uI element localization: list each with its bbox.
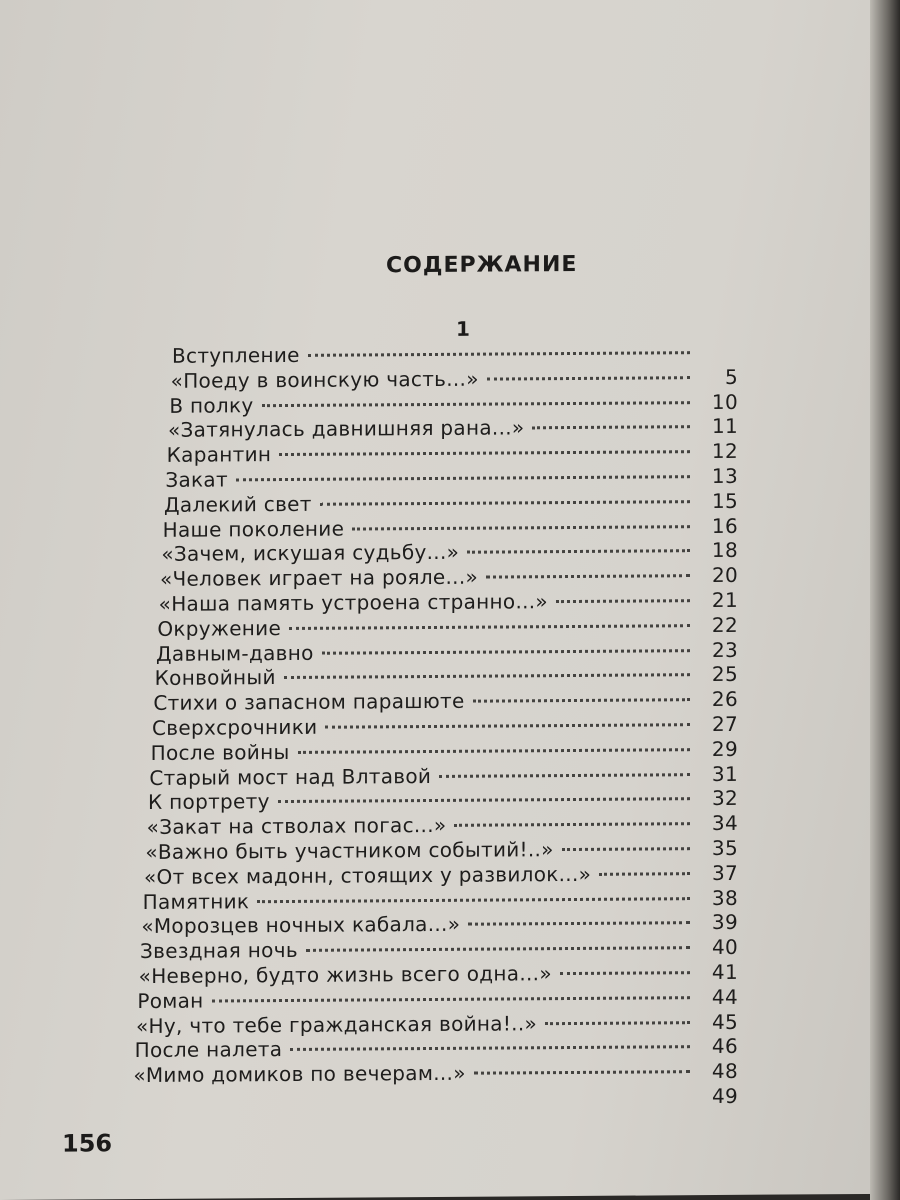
toc-entry-title: В полку [169, 392, 254, 418]
toc-entry-page: 44 [711, 984, 738, 1009]
dot-leader [599, 872, 690, 876]
toc-entry-page: 13 [711, 463, 738, 489]
dot-leader [278, 798, 690, 804]
dot-leader [352, 525, 690, 530]
toc-entry-title: «Закат на стволах погас...» [146, 813, 447, 840]
toc-entry-page: 48 [711, 1059, 738, 1084]
dot-leader [236, 475, 690, 481]
dot-leader [262, 401, 690, 407]
toc-entry-title: «От всех мадонн, стоящих у развилок...» [144, 861, 592, 889]
dot-leader [284, 674, 690, 680]
toc-entry-page: 41 [711, 959, 738, 985]
toc-entry-title: Звездная ночь [140, 938, 298, 964]
page-title: СОДЕРЖАНИЕ [386, 251, 578, 279]
toc-entry-page: 38 [711, 885, 738, 910]
dot-leader [279, 450, 690, 456]
toc-entry-title: «Человек играет на рояле...» [160, 564, 479, 592]
toc-entry-page: 11 [711, 414, 738, 439]
toc-entry-page: 39 [711, 910, 738, 935]
toc-entry-page: 10 [711, 389, 738, 414]
toc-entry-page: 22 [711, 612, 738, 637]
dot-leader [320, 500, 690, 506]
toc-entry-title: «Мимо домиков по вечерам...» [133, 1060, 466, 1088]
page-number: 156 [62, 1129, 113, 1158]
toc-entry-page: 32 [711, 786, 738, 811]
toc-entry-page: 25 [711, 662, 738, 687]
toc-entry-title: «Ну, что тебе гражданская война!..» [136, 1010, 538, 1038]
dot-leader [325, 723, 690, 729]
toc-entry-page: 21 [711, 587, 738, 613]
toc-entry-page: 23 [711, 637, 738, 662]
toc-entry-title: «Затянулась давнишняя рана...» [168, 415, 525, 443]
toc-entry-title: Давным-давно [156, 640, 314, 666]
dot-leader [545, 1021, 690, 1025]
toc-entry-title: «Неверно, будто жизнь всего одна...» [138, 961, 552, 989]
dot-leader [454, 822, 690, 827]
toc-entry-page: 46 [711, 1034, 738, 1059]
toc-entry-title: Памятник [142, 888, 250, 914]
dot-leader [486, 574, 690, 578]
toc-entry-page: 18 [711, 538, 738, 563]
toc-entry [132, 1084, 738, 1113]
dot-leader [532, 426, 690, 430]
toc-entry-page: 12 [711, 439, 738, 464]
dot-leader [298, 748, 690, 754]
toc-entry-title: Стихи о запасном парашюте [153, 688, 465, 716]
dot-leader [562, 847, 690, 851]
toc-entry-page: 29 [711, 736, 738, 761]
dot-leader [257, 897, 690, 903]
dot-leader [468, 922, 690, 927]
dot-leader [556, 599, 690, 603]
dot-leader [473, 698, 690, 703]
toc-entry-page: 27 [711, 711, 738, 737]
toc-entry-title: К портрету [148, 789, 270, 815]
toc-entry-title: Роман [137, 988, 204, 1013]
dot-leader [308, 351, 690, 357]
toc-entry-title: Наше поколение [162, 516, 345, 542]
toc-entry-page: 34 [711, 811, 738, 836]
toc-entry-title: Сверхсрочники [152, 714, 318, 740]
toc-entry-title: «Поеду в воинскую часть...» [170, 366, 479, 393]
toc-entry-page: 20 [711, 563, 738, 588]
toc-entry-page: 35 [711, 835, 738, 861]
dot-leader [439, 773, 690, 778]
dot-leader [212, 996, 690, 1002]
toc-entry-title: После налета [134, 1037, 283, 1063]
toc-entry-page: 5 [724, 364, 738, 389]
toc-entry-page: 15 [711, 488, 738, 513]
section-number: 1 [456, 316, 470, 341]
toc-entry-title: После войны [150, 739, 290, 765]
dot-leader [322, 649, 690, 655]
toc-entry-title: Закат [165, 467, 228, 492]
toc-entry-title: Конвойный [154, 665, 276, 691]
dot-leader [467, 550, 690, 555]
toc-entry-page: 26 [711, 687, 738, 712]
toc-entry-title: Карантин [166, 442, 272, 468]
toc-entry-page: 45 [711, 1009, 738, 1034]
toc-entry-page: 37 [711, 860, 738, 885]
toc-entry-title: Окружение [157, 615, 282, 641]
dot-leader [306, 946, 690, 952]
dot-leader [560, 971, 690, 975]
toc-entry-title: «Зачем, искушая судьбу...» [161, 540, 460, 567]
toc-entry-title: «Важно быть участником событий!..» [145, 837, 554, 864]
dot-leader [290, 1046, 690, 1052]
dot-leader [474, 1070, 690, 1075]
toc-entry-page: 31 [711, 761, 738, 786]
toc-entry-title: Старый мост над Влтавой [149, 763, 432, 790]
toc-entry-title: Далекий свет [164, 491, 312, 517]
toc-entry-title: Вступление [172, 342, 300, 368]
toc-entry-page: 49 [711, 1083, 738, 1109]
toc-entry-page: 40 [711, 935, 738, 960]
toc-entry-title: «Наша память устроена странно...» [158, 589, 548, 616]
book-gutter-shadow [870, 0, 900, 1200]
toc-entry-page: 16 [711, 513, 738, 538]
dot-leader [289, 624, 690, 630]
toc-entry-title: «Морозцев ночных кабала...» [141, 912, 461, 939]
dot-leader [487, 376, 690, 380]
